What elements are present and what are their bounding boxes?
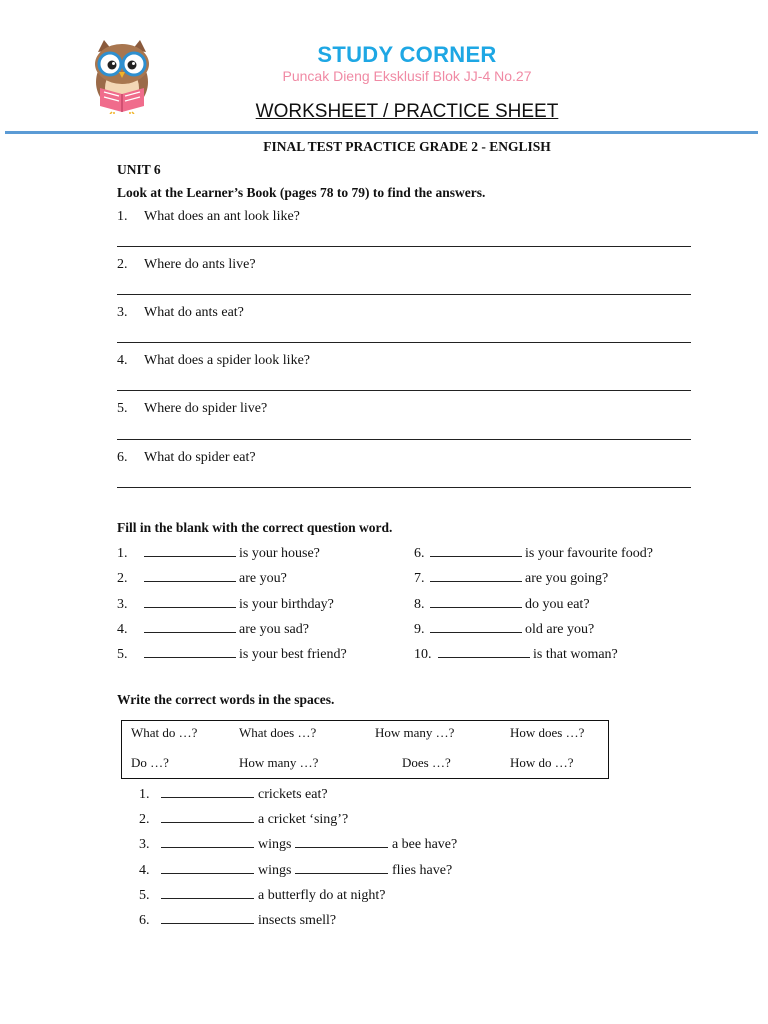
unit-heading: UNIT 6 <box>117 162 161 177</box>
word-bank-item: What do …? <box>131 725 198 740</box>
question-item: 2. Where do ants live? <box>117 257 256 272</box>
brand-address: Puncak Dieng Eksklusif Blok JJ-4 No.27 <box>282 68 532 84</box>
question-item: 6. What do spider eat? <box>117 450 256 465</box>
blank-space[interactable] <box>144 620 236 633</box>
answer-line[interactable] <box>117 294 691 295</box>
fill-item: 5. is your best friend? <box>117 647 347 662</box>
word-item: 5. a butterfly do at night? <box>139 888 386 903</box>
blank-space[interactable] <box>161 835 254 848</box>
blank-space[interactable] <box>295 861 388 874</box>
sheet-title: FINAL TEST PRACTICE GRADE 2 - ENGLISH <box>263 139 551 154</box>
question-item: 1. What does an ant look like? <box>117 209 300 224</box>
word-bank-item: How many …? <box>375 725 455 740</box>
fill-item: 8. do you eat? <box>414 597 590 612</box>
fill-item: 7. are you going? <box>414 571 609 586</box>
word-bank-item: Do …? <box>131 755 169 770</box>
fill-item: 6. is your favourite food? <box>414 546 653 561</box>
fill-item: 9. old are you? <box>414 622 595 637</box>
header-divider <box>5 131 758 134</box>
blank-space[interactable] <box>144 569 236 582</box>
word-bank-item: How do …? <box>510 755 574 770</box>
blank-space[interactable] <box>161 886 254 899</box>
word-bank-item: Does …? <box>402 755 451 770</box>
fill-item: 4. are you sad? <box>117 622 309 637</box>
blank-space[interactable] <box>161 911 254 924</box>
blank-space[interactable] <box>430 569 522 582</box>
fill-item: 1. is your house? <box>117 546 320 561</box>
word-bank-item: How does …? <box>510 725 585 740</box>
blank-space[interactable] <box>161 861 254 874</box>
fill-item: 3. is your birthday? <box>117 597 334 612</box>
answer-line[interactable] <box>117 439 691 440</box>
blank-space[interactable] <box>161 785 254 798</box>
question-item: 4. What does a spider look like? <box>117 353 311 368</box>
answer-line[interactable] <box>117 487 691 488</box>
word-bank-item: How many …? <box>239 755 319 770</box>
fill-item: 10. is that woman? <box>414 647 618 662</box>
blank-space[interactable] <box>438 645 530 658</box>
answer-line[interactable] <box>117 246 691 247</box>
blank-space[interactable] <box>430 544 522 557</box>
fill-heading: Fill in the blank with the correct question word. <box>117 520 393 535</box>
worksheet-title: WORKSHEET / PRACTICE SHEET <box>255 101 559 122</box>
word-item: 4. wings flies have? <box>139 863 453 878</box>
answer-line[interactable] <box>117 390 691 391</box>
instruction: Look at the Learner’s Book (pages 78 to 79) to find the answers. <box>117 185 486 200</box>
word-item: 6. insects smell? <box>139 913 337 928</box>
blank-space[interactable] <box>144 544 236 557</box>
word-item: 3. wings a bee have? <box>139 837 458 852</box>
question-item: 3. What do ants eat? <box>117 305 244 320</box>
word-bank-item: What does …? <box>239 725 317 740</box>
answer-line[interactable] <box>117 342 691 343</box>
blank-space[interactable] <box>295 835 388 848</box>
fill-item: 2. are you? <box>117 571 287 586</box>
blank-space[interactable] <box>144 595 236 608</box>
blank-space[interactable] <box>430 595 522 608</box>
blank-space[interactable] <box>161 810 254 823</box>
blank-space[interactable] <box>430 620 522 633</box>
word-item: 2. a cricket ‘sing’? <box>139 812 349 827</box>
question-item: 5. Where do spider live? <box>117 401 268 416</box>
blank-space[interactable] <box>144 645 236 658</box>
word-item: 1. crickets eat? <box>139 787 328 802</box>
words-heading: Write the correct words in the spaces. <box>117 692 335 707</box>
brand-title: STUDY CORNER <box>317 42 497 67</box>
